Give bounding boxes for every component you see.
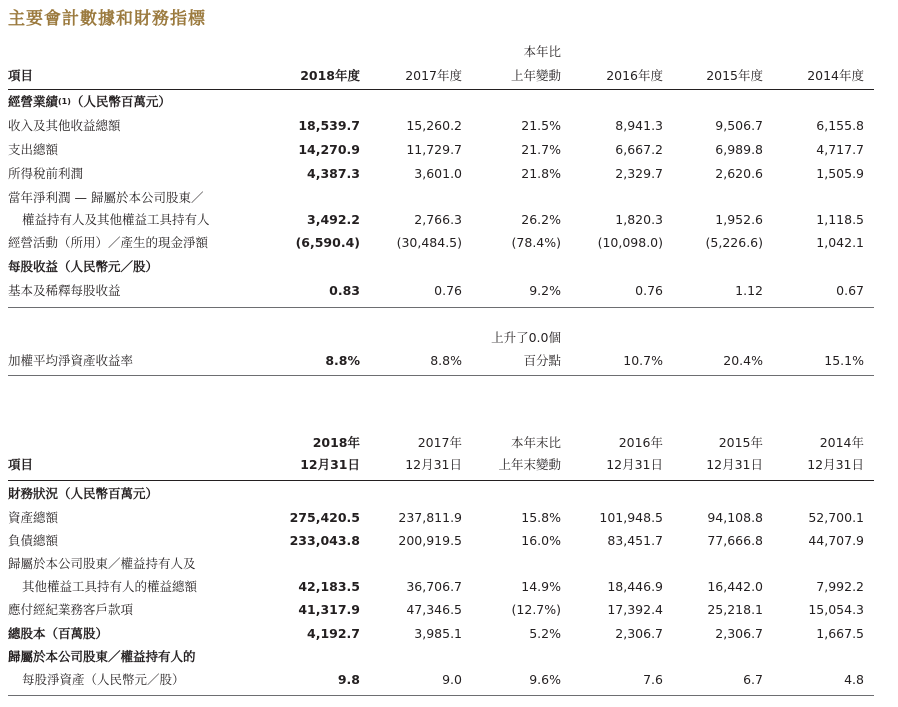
cell-2015: 1.12 bbox=[735, 283, 763, 298]
cell-2015: 16,442.0 bbox=[707, 579, 763, 594]
col-2016-date: 12月31日 bbox=[606, 457, 663, 472]
col-2015-year: 2015年 bbox=[718, 435, 763, 450]
cell-2014: 7,992.2 bbox=[816, 579, 864, 594]
cell-2014: 1,118.5 bbox=[816, 212, 864, 227]
header-row bbox=[0, 66, 898, 86]
cell-2017: 15,260.2 bbox=[406, 118, 462, 133]
cell-2017: 3,985.1 bbox=[414, 626, 462, 641]
cell-2018: 14,270.9 bbox=[298, 142, 360, 157]
cell-2015: 25,218.1 bbox=[707, 602, 763, 617]
cell-2015: 2,306.7 bbox=[715, 626, 763, 641]
cell-2017: 3,601.0 bbox=[414, 166, 462, 181]
table-row bbox=[0, 351, 898, 371]
col-2014-year: 2014年 bbox=[819, 435, 864, 450]
cell-2017: 36,706.7 bbox=[406, 579, 462, 594]
col-item-header: 項目 bbox=[8, 457, 34, 472]
row-divider bbox=[8, 695, 874, 696]
cell-2016: 83,451.7 bbox=[607, 533, 663, 548]
cell-2016: 101,948.5 bbox=[599, 510, 663, 525]
col-2016-year: 2016年 bbox=[618, 435, 663, 450]
cell-2017: 47,346.5 bbox=[406, 602, 462, 617]
header-divider bbox=[8, 480, 874, 481]
group-title-eps bbox=[0, 257, 898, 277]
col-2015-date: 12月31日 bbox=[706, 457, 763, 472]
header-divider bbox=[8, 89, 874, 90]
cell-change: 5.2% bbox=[529, 626, 561, 641]
cell-2014: 4,717.7 bbox=[816, 142, 864, 157]
cell-change: 16.0% bbox=[521, 533, 561, 548]
table-row-label-line1 bbox=[0, 188, 898, 208]
cell-change: 21.5% bbox=[521, 118, 561, 133]
group-title-financial bbox=[0, 484, 898, 504]
cell-2017: 237,811.9 bbox=[398, 510, 462, 525]
cell-2014: 44,707.9 bbox=[808, 533, 864, 548]
cell-2014: 6,155.8 bbox=[816, 118, 864, 133]
cell-change: 21.8% bbox=[521, 166, 561, 181]
row-label: 當年淨利潤 — 歸屬於本公司股東／ bbox=[8, 190, 204, 205]
cell-change: (12.7%) bbox=[511, 602, 561, 617]
row-label: 所得稅前利潤 bbox=[8, 166, 84, 181]
col-2018-date: 12月31日 bbox=[300, 457, 360, 472]
header-row-top bbox=[0, 42, 898, 62]
cell-2018: 275,420.5 bbox=[289, 510, 360, 525]
header-row-dates bbox=[0, 455, 898, 475]
table-row bbox=[0, 624, 898, 644]
row-label: 歸屬於本公司股東／權益持有人及 bbox=[8, 556, 196, 571]
group-title: 財務狀況（人民幣百萬元） bbox=[8, 486, 159, 501]
cell-2015: 77,666.8 bbox=[707, 533, 763, 548]
cell-2018: 18,539.7 bbox=[298, 118, 360, 133]
cell-2017: 9.0 bbox=[442, 672, 462, 687]
group-title: 經營業績 bbox=[8, 94, 59, 109]
cell-2018: (6,590.4) bbox=[295, 235, 360, 250]
cell-2015: 2,620.6 bbox=[715, 166, 763, 181]
cell-2016: 8,941.3 bbox=[615, 118, 663, 133]
row-divider bbox=[8, 375, 874, 376]
col-2015-header: 2015年度 bbox=[706, 68, 763, 83]
row-label: 總股本（百萬股） bbox=[8, 626, 109, 641]
cell-change: 9.2% bbox=[529, 283, 561, 298]
cell-2015: 9,506.7 bbox=[715, 118, 763, 133]
cell-2014: 15,054.3 bbox=[808, 602, 864, 617]
cell-2016: 2,306.7 bbox=[615, 626, 663, 641]
cell-change: 14.9% bbox=[521, 579, 561, 594]
col-item-header: 項目 bbox=[8, 68, 34, 83]
group-title-operating bbox=[0, 92, 898, 112]
cell-2017: 0.76 bbox=[434, 283, 462, 298]
row-label-cont: 權益持有人及其他權益工具持有人 bbox=[22, 212, 210, 227]
cell-2015: 6,989.8 bbox=[715, 142, 763, 157]
cell-change: 百分點 bbox=[523, 353, 561, 368]
table-row-change-line1 bbox=[0, 328, 898, 348]
row-label-cont: 每股淨資產（人民幣元／股） bbox=[22, 672, 185, 687]
cell-2015: 94,108.8 bbox=[707, 510, 763, 525]
col-2016-header: 2016年度 bbox=[606, 68, 663, 83]
table-row bbox=[0, 233, 898, 253]
col-2017-date: 12月31日 bbox=[405, 457, 462, 472]
cell-2014: 4.8 bbox=[844, 672, 864, 687]
cell-2014: 52,700.1 bbox=[808, 510, 864, 525]
table-row bbox=[0, 531, 898, 551]
cell-2016: 2,329.7 bbox=[615, 166, 663, 181]
table-row-label-line1 bbox=[0, 554, 898, 574]
col-2017-year: 2017年 bbox=[417, 435, 462, 450]
cell-2016: 1,820.3 bbox=[615, 212, 663, 227]
table-row bbox=[0, 140, 898, 160]
cell-2016: 10.7% bbox=[623, 353, 663, 368]
row-label: 基本及稀釋每股收益 bbox=[8, 283, 121, 298]
col-2014-date: 12月31日 bbox=[807, 457, 864, 472]
cell-change: 21.7% bbox=[521, 142, 561, 157]
row-label: 收入及其他收益總額 bbox=[8, 118, 121, 133]
cell-change-line1: 上升了0.0個 bbox=[491, 330, 561, 345]
col-2018-header: 2018年度 bbox=[300, 68, 360, 83]
col-change-header-line2: 上年末變動 bbox=[498, 457, 561, 472]
cell-change: 15.8% bbox=[521, 510, 561, 525]
page-title: 主要會計數據和財務指標 bbox=[8, 9, 206, 29]
row-label-cont: 其他權益工具持有人的權益總額 bbox=[22, 579, 198, 594]
cell-2018: 8.8% bbox=[325, 353, 360, 368]
cell-change: (78.4%) bbox=[511, 235, 561, 250]
cell-2014: 1,667.5 bbox=[816, 626, 864, 641]
cell-change: 9.6% bbox=[529, 672, 561, 687]
row-label: 歸屬於本公司股東／權益持有人的 bbox=[8, 649, 196, 664]
cell-2018: 233,043.8 bbox=[289, 533, 360, 548]
cell-2014: 1,505.9 bbox=[816, 166, 864, 181]
cell-2018: 42,183.5 bbox=[298, 579, 360, 594]
cell-2015: 20.4% bbox=[723, 353, 763, 368]
cell-2015: 6.7 bbox=[743, 672, 763, 687]
row-label: 負債總額 bbox=[8, 533, 59, 548]
col-2017-header: 2017年度 bbox=[405, 68, 462, 83]
cell-2014: 15.1% bbox=[824, 353, 864, 368]
cell-2017: 8.8% bbox=[430, 353, 462, 368]
row-label: 支出總額 bbox=[8, 142, 59, 157]
row-divider bbox=[8, 307, 874, 308]
cell-2018: 0.83 bbox=[329, 283, 360, 298]
table-row bbox=[0, 116, 898, 136]
table-row bbox=[0, 670, 898, 690]
cell-2017: 11,729.7 bbox=[406, 142, 462, 157]
table-row-label-line1 bbox=[0, 647, 898, 667]
header-row-years bbox=[0, 433, 898, 453]
cell-2017: 200,919.5 bbox=[398, 533, 462, 548]
row-label: 經營活動（所用）／產生的現金淨額 bbox=[8, 235, 209, 250]
table-row bbox=[0, 210, 898, 230]
group-unit: （人民幣百萬元） bbox=[70, 94, 171, 109]
cell-2018: 4,192.7 bbox=[307, 626, 360, 641]
table-row bbox=[0, 577, 898, 597]
cell-2016: 0.76 bbox=[635, 283, 663, 298]
table-row bbox=[0, 281, 898, 301]
col-2014-header: 2014年度 bbox=[807, 68, 864, 83]
footnote-ref: (1) bbox=[58, 97, 71, 106]
cell-2016: 6,667.2 bbox=[615, 142, 663, 157]
cell-change: 26.2% bbox=[521, 212, 561, 227]
cell-2018: 9.8 bbox=[337, 672, 360, 687]
cell-2018: 41,317.9 bbox=[298, 602, 360, 617]
cell-2016: 18,446.9 bbox=[607, 579, 663, 594]
cell-2015: (5,226.6) bbox=[705, 235, 763, 250]
cell-2017: 2,766.3 bbox=[414, 212, 462, 227]
col-2018-year: 2018年 bbox=[312, 435, 360, 450]
cell-2018: 3,492.2 bbox=[307, 212, 360, 227]
table-row bbox=[0, 508, 898, 528]
table-row bbox=[0, 164, 898, 184]
table-row bbox=[0, 600, 898, 620]
cell-2015: 1,952.6 bbox=[715, 212, 763, 227]
row-label: 加權平均淨資產收益率 bbox=[8, 353, 134, 368]
group-title: 每股收益（人民幣元／股） bbox=[8, 259, 159, 274]
cell-2016: (10,098.0) bbox=[597, 235, 663, 250]
cell-2014: 0.67 bbox=[836, 283, 864, 298]
cell-2018: 4,387.3 bbox=[307, 166, 360, 181]
cell-2016: 7.6 bbox=[643, 672, 663, 687]
cell-2014: 1,042.1 bbox=[816, 235, 864, 250]
row-label: 應付經紀業務客戶款項 bbox=[8, 602, 134, 617]
row-label: 資產總額 bbox=[8, 510, 59, 525]
cell-2016: 17,392.4 bbox=[607, 602, 663, 617]
cell-2017: (30,484.5) bbox=[396, 235, 462, 250]
col-change-header-line1: 本年比 bbox=[523, 44, 561, 59]
col-change-header-line1: 本年末比 bbox=[510, 435, 561, 450]
col-change-header-line2: 上年變動 bbox=[510, 68, 561, 83]
